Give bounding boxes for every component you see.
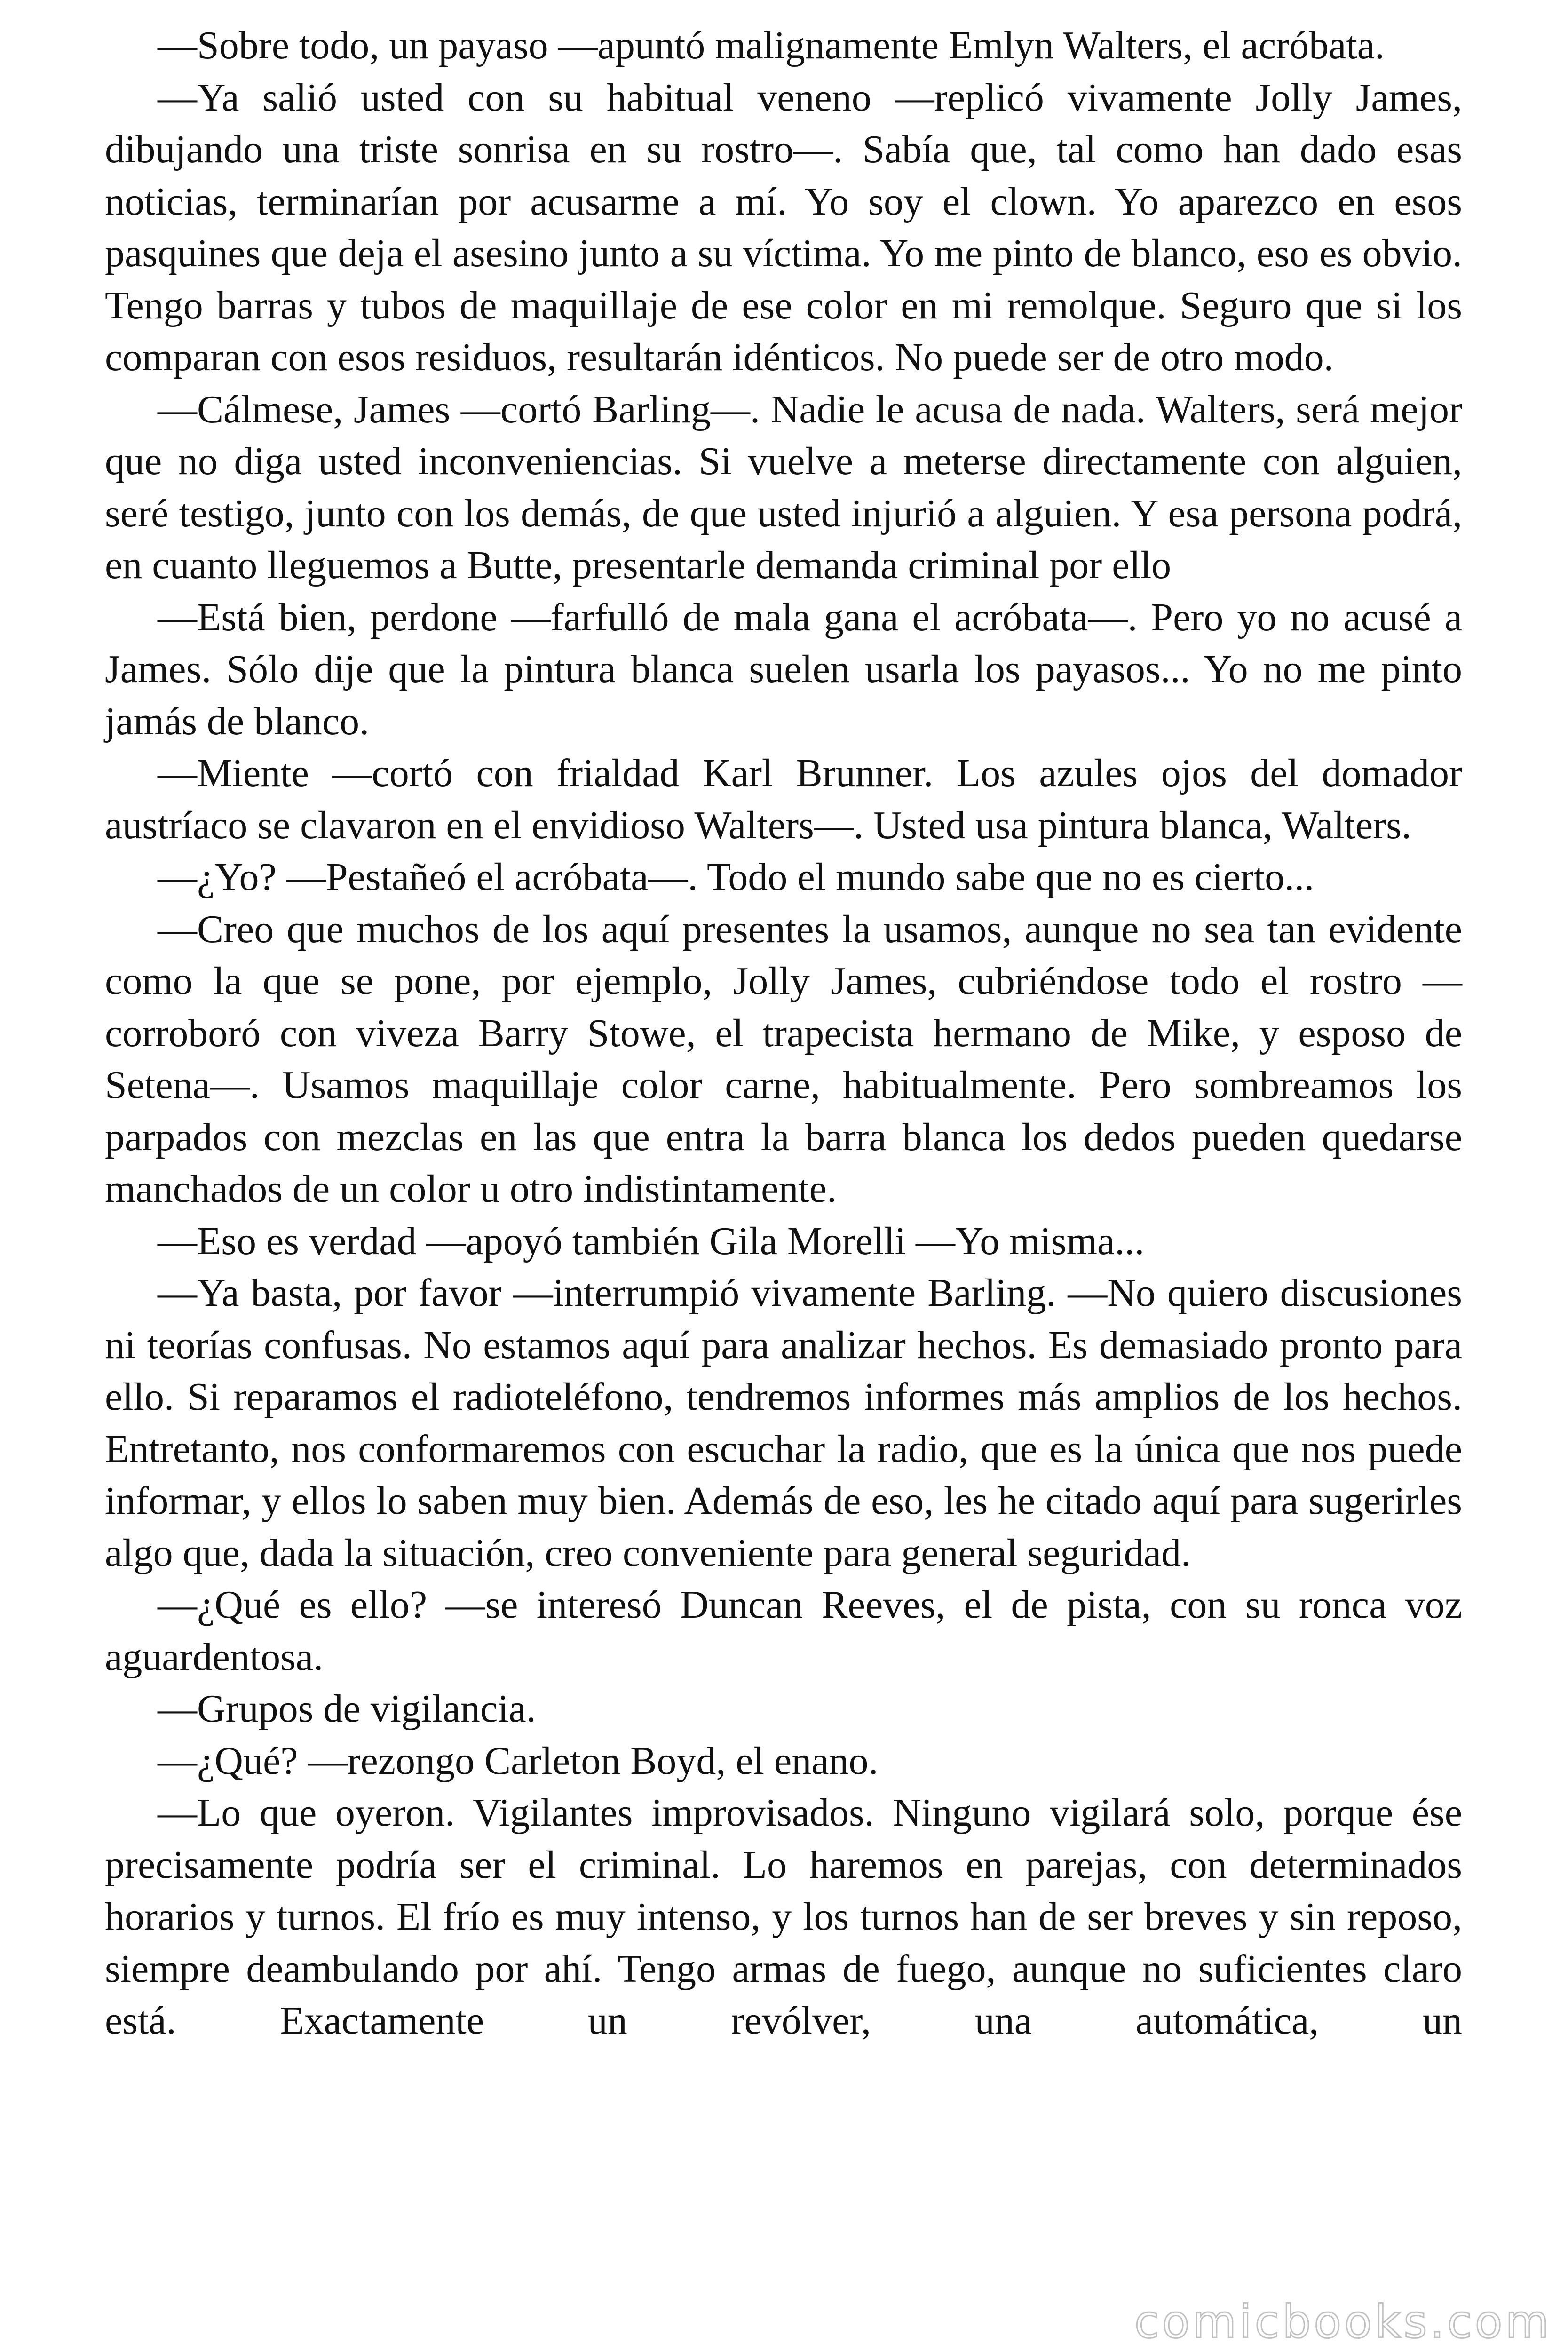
- paragraph: —¿Yo? —Pestañeó el acróbata—. Todo el mundo sabe que no es cierto...: [158, 855, 1315, 899]
- watermark: comicbooks.com: [1134, 2296, 1552, 2348]
- paragraph: —Miente —cortó con frialdad Karl Brunner. Los azules ojos del domador austríaco se clavaron en el envidioso Walters—. Usted usa pintura blanca, Walters.: [105, 751, 1462, 847]
- paragraph: —Cálmese, James —cortó Barling—. Nadie le acusa de nada. Walters, será mejor que no diga usted inconveniencias. Si vuelve a meterse directamente con alguien, seré testigo, junto con los demás, de que usted injurió a alguien. Y esa persona podrá, en cuanto lleguemos a Butte, presentarle demanda criminal por ello: [105, 387, 1462, 587]
- paragraph: —Ya basta, por favor —interrumpió vivamente Barling. —No quiero discusiones ni teorías confusas. No estamos aquí para analizar hechos. Es demasiado pronto para ello. Si reparamos el radioteléfono, tendremos informes más amplios de los hechos. Entretanto, nos conformaremos con escuchar la radio, que es la única que nos puede informar, y ellos lo saben muy bien. Además de eso, les he citado aquí para sugerirles algo que, dada la situación, creo conveniente para general seguridad.: [105, 1271, 1462, 1575]
- paragraph: —Creo que muchos de los aquí presentes la usamos, aunque no sea tan evidente como la que se pone, por ejemplo, Jolly James, cubriéndose todo el rostro —corroboró con viveza Barry Stowe, el trapecista hermano de Mike, y esposo de Setena—. Usamos maquillaje color carne, habitualmente. Pero sombreamos los parpados con mezclas en las que entra la barra blanca los dedos pueden quedarse manchados de un color u otro indistintamente.: [105, 907, 1462, 1211]
- paragraph: —Grupos de vigilancia.: [158, 1687, 536, 1731]
- paragraph: —Está bien, perdone —farfulló de mala gana el acróbata—. Pero yo no acusé a James. Sólo dije que la pintura blanca suelen usarla los payasos... Yo no me pinto jamás de blanco.: [105, 595, 1462, 743]
- paragraph: —¿Qué? —rezongo Carleton Boyd, el enano.: [158, 1739, 879, 1783]
- paragraph: —Lo que oyeron. Vigilantes improvisados. Ninguno vigilará solo, porque ése precisamente podría ser el criminal. Lo haremos en parejas, con determinados horarios y turnos. El frío es muy intenso, y los turnos han de ser breves y sin reposo, siempre deambulando por ahí. Tengo armas de fuego, aunque no suficientes claro está. Exactamente un revólver, una automática, un: [105, 1791, 1462, 2042]
- paragraph: —¿Qué es ello? —se interesó Duncan Reeves, el de pista, con su ronca voz aguardentosa.: [105, 1583, 1462, 1679]
- paragraph: —Sobre todo, un payaso —apuntó malignamente Emlyn Walters, el acróbata.: [158, 24, 1385, 67]
- body-text: [105, 20, 1462, 2047]
- paragraph: —Ya salió usted con su habitual veneno —replicó vivamente Jolly James, dibujando una triste sonrisa en su rostro—. Sabía que, tal como han dado esas noticias, terminarían por acusarme a mí. Yo soy el clown. Yo aparezco en esos pasquines que deja el asesino junto a su víctima. Yo me pinto de blanco, eso es obvio. Tengo barras y tubos de maquillaje de ese color en mi remolque. Seguro que si los comparan con esos residuos, resultarán idénticos. No puede ser de otro modo.: [105, 75, 1462, 379]
- paragraph: —Eso es verdad —apoyó también Gila Morelli —Yo misma...: [158, 1219, 1145, 1263]
